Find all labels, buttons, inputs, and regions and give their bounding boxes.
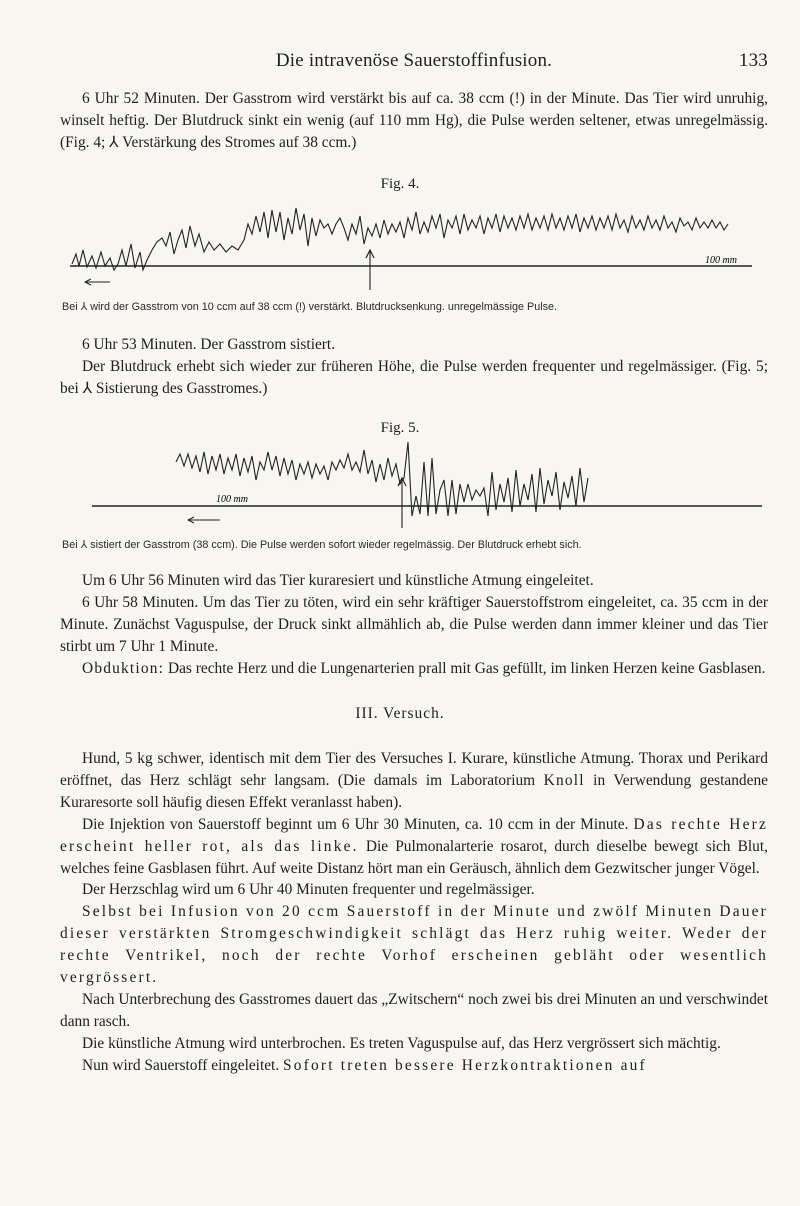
fig4-pulse-curve: [72, 208, 728, 270]
spaced-emphasis: Sofort treten bessere Herzkontraktionen auf: [283, 1056, 647, 1074]
paragraph-gas-increase: [60, 88, 768, 154]
paragraph-text: 6 Uhr 58 Minuten. Um das Tier zu töten, wird ein sehr kräftiger Sauerstoffstrom eingeleitet, ca. 35 ccm in der Minute. Zunächst Vaguspulse, der Druck sinkt allmählich ab, die Pulse werden dann immer kleiner und das Tier stirbt um 7 Uhr 1 Minute.: [60, 593, 768, 655]
fig5-trace: [0, 440, 800, 528]
paragraph-text: Nach Unterbrechung des Gasstromes dauert das „Zwitschern“ noch zwei bis drei Minuten an und verschwindet dann rasch.: [60, 990, 768, 1030]
fig4-label: Fig. 4.: [380, 176, 420, 192]
paragraph-text: 6 Uhr 52 Minuten. Der Gasstrom wird verstärkt bis auf ca. 38 ccm (!) in der Minute. Das Tier wird unruhig, winselt heftig. Der Blutdruck sinkt ein wenig (auf 110 mm Hg), die Pulse werden seltener, etwas unregelmässig. (Fig. 4; ⅄ Verstärkung des Stromes auf 38 ccm.): [60, 90, 768, 151]
paragraph-text: Die Pulmonalarterie rosarot, durch dieselbe bewegt sich Blut, welches feine Gasblasen führt. Auf weite Distanz hört man ein Geräusch, ähnlich dem Gezwitscher junger Vögel.: [60, 837, 769, 877]
page-number: 133: [738, 50, 768, 71]
paragraph-text: Hund, 5 kg schwer, identisch mit dem Tier des Versuches I. Kurare, künstliche Atmung. Thorax und Perikard eröffnet, das Herz schlägt sehr langsam. (Die damals im Laboratorium: [60, 750, 768, 789]
paragraph-text: 6 Uhr 53 Minuten. Der Gasstrom sistiert.: [82, 336, 336, 353]
paragraph-text: Nun wird Sauerstoff eingeleitet.: [82, 1056, 284, 1074]
fig4-caption: Bei ⅄ wird der Gasstrom von 10 ccm auf 38 ccm (!) verstärkt. Blutdrucksenkung. unregelmässige Pulse.: [62, 301, 558, 313]
section-heading: III. Versuch.: [355, 705, 445, 722]
fig4-scale-label: 100 mm: [705, 255, 737, 266]
fig5-scale-label: 100 mm: [216, 494, 248, 505]
paragraph-text: Die künstliche Atmung wird unterbrochen. Es treten Vaguspulse auf, das Herz vergrössert sich mächtig.: [82, 1034, 721, 1052]
paragraph-block-protocol: [60, 570, 768, 680]
running-title: Die intravenöse Sauerstoffinfusion.: [275, 50, 553, 71]
paragraph-emphasis: Selbst bei Infusion von 20 ccm Sauerstoff in der Minute und zwölf Minuten Dauer dieser verstärkten Stromgeschwindigkeit schlägt das Herz ruhig weiter. Weder der rechte Ventrikel, noch der rechte Vorhof erscheinen gebläht oder wesentlich vergrössert.: [60, 903, 768, 987]
paragraph-text: Der Herzschlag wird um 6 Uhr 40 Minuten frequenter und regelmässiger.: [82, 881, 535, 899]
paragraph-text: Die Injektion von Sauerstoff beginnt um 6 Uhr 30 Minuten, ca. 10 ccm in der Minute.: [82, 815, 629, 833]
paragraph-text: Der Blutdruck erhebt sich wieder zur früheren Höhe, die Pulse werden frequenter und regelmässiger. (Fig. 5; bei ⅄ Sistierung des Gasstromes.): [60, 357, 768, 397]
author-name: Knoll: [543, 771, 585, 789]
paragraph-oxygen: [60, 1055, 768, 1077]
paragraph-obduktion: [60, 658, 768, 680]
fig4-trace: [0, 194, 800, 290]
paragraph-gas-stop: [60, 334, 768, 400]
running-header: [60, 50, 768, 76]
paragraph-text: Das rechte Herz und die Lungenarterien prall mit Gas gefüllt, im linken Herzen keine Gasblasen.: [164, 659, 766, 677]
spaced-emphasis: Das rechte Herz erscheint heller rot, als das linke.: [60, 815, 768, 855]
paragraph-dog: [60, 748, 768, 814]
paragraph-text: in Verwendung gestandene Kuraresorte soll häufig diesen Effekt veranlasst haben).: [60, 771, 768, 811]
paragraph-injection: [60, 814, 768, 880]
paragraph-text: Um 6 Uhr 56 Minuten wird das Tier kuraresiert und künstliche Atmung eingeleitet.: [82, 572, 594, 589]
obduktion-lead: Obduktion:: [82, 659, 165, 677]
fig5-caption: Bei ⅄ sistiert der Gasstrom (38 ccm). Die Pulse werden sofort wieder regelmässig. Der Blutdruck erhebt sich.: [62, 539, 582, 551]
paragraph-block-versuch-3: [60, 748, 768, 1077]
fig5-label: Fig. 5.: [380, 420, 420, 436]
